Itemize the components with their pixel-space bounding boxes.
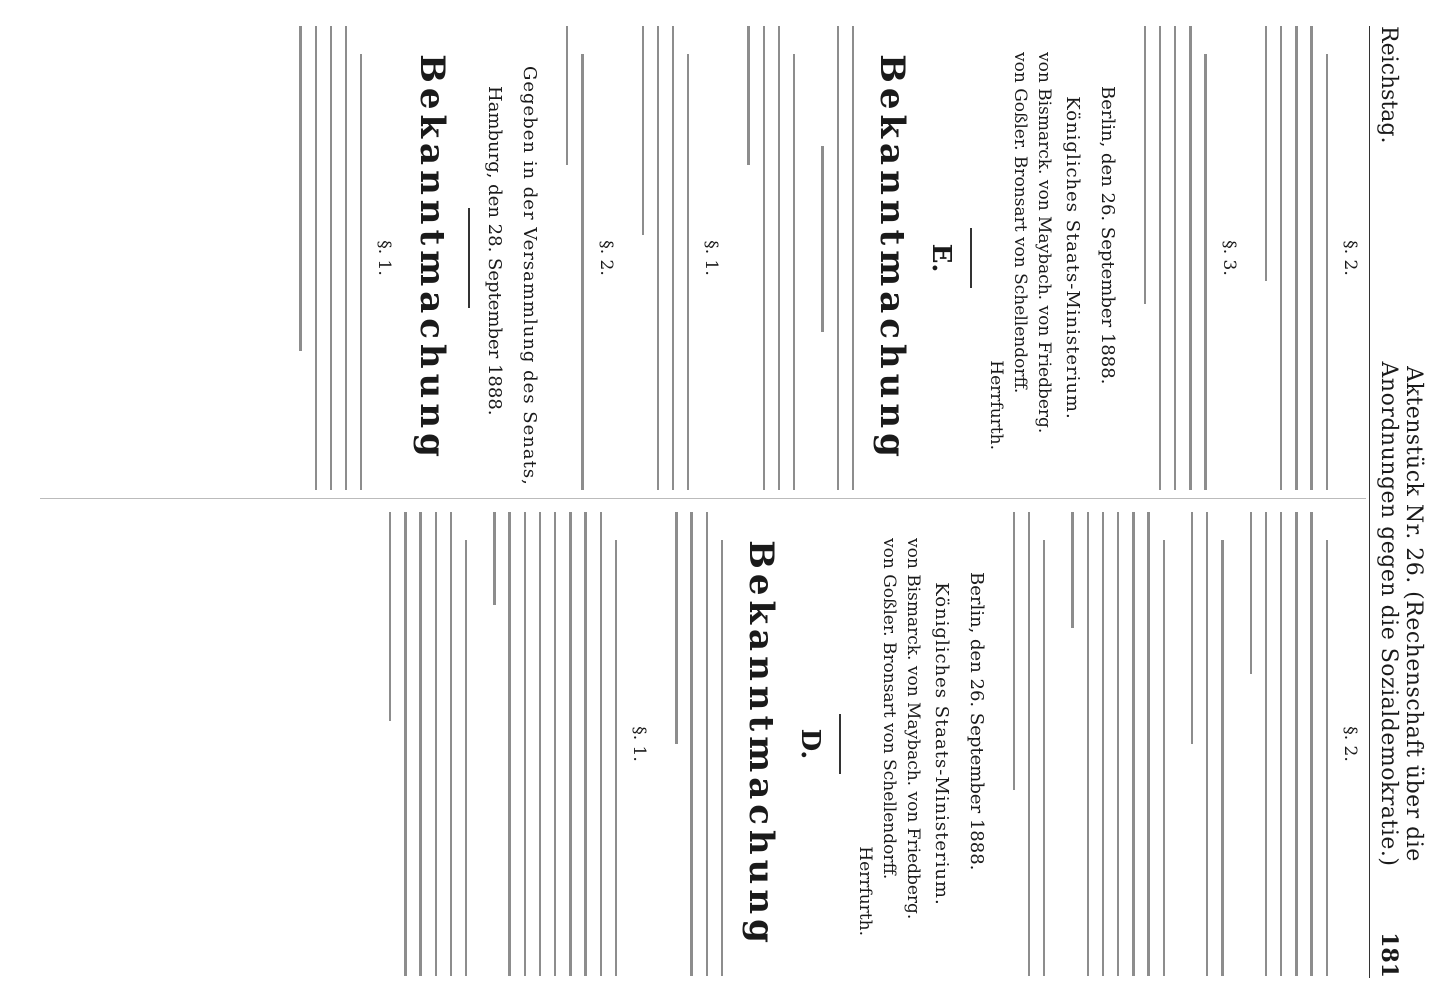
- signatories: von Bismarck. von Maybach. von Friedberg.: [902, 538, 923, 920]
- section-heading: §. 1.: [701, 240, 722, 276]
- section-heading: §. 1.: [374, 240, 395, 276]
- signatories: von Bismarck. von Maybach. von Friedberg.: [1033, 52, 1054, 434]
- separator-rule: [970, 228, 972, 288]
- body-text-block: [675, 512, 723, 976]
- signatories: von Goßler. Bronsart von Schellendorff.: [1009, 52, 1030, 394]
- running-header: [1369, 26, 1424, 978]
- section-letter: D.: [795, 728, 826, 760]
- header-title: Aktenstück Nr. 26. (Rechenschaft über die Anordnungen gegen die Sozialdemokratie.): [1376, 361, 1426, 867]
- body-text-block: [1265, 26, 1328, 490]
- body-text-block: [389, 512, 617, 976]
- section-heading: §. 2.: [1340, 240, 1360, 276]
- notice-heading: Bekanntmachung: [872, 54, 913, 462]
- ministry-line: Königliches Staats-Ministerium.: [930, 582, 952, 906]
- date-line: Berlin, den 26. September 1888.: [965, 572, 987, 871]
- signatories: Herrfurth.: [985, 360, 1006, 450]
- left-column: [273, 26, 1366, 490]
- section-letter: E.: [926, 243, 957, 273]
- separator-rule: [839, 714, 841, 774]
- section-heading: §. 2.: [1340, 726, 1360, 762]
- date-line: Berlin, den 26. September 1888.: [1096, 86, 1118, 385]
- body-text-block: [642, 26, 690, 490]
- section-heading: §. 2.: [595, 240, 616, 276]
- column-divider: [40, 498, 1366, 499]
- ministry-line: Königliches Staats-Ministerium.: [1061, 96, 1083, 420]
- body-text-block: [1144, 26, 1207, 490]
- signatories: Herrfurth.: [854, 846, 875, 936]
- body-text-block: [1013, 512, 1328, 976]
- section-heading: §. 3.: [1218, 240, 1239, 276]
- page-number: 181: [1376, 932, 1402, 978]
- senate-line: Gegeben in der Versammlung des Senats,: [518, 66, 540, 486]
- signatories: von Goßler. Bronsart von Schellendorff.: [878, 538, 899, 880]
- notice-heading: Bekanntmachung: [741, 540, 782, 948]
- header-left: Reichstag.: [1376, 26, 1401, 144]
- separator-rule: [468, 208, 470, 308]
- body-text-block: [299, 26, 362, 490]
- right-column: [363, 512, 1366, 976]
- date-line: Hamburg, den 28. September 1888.: [483, 86, 505, 416]
- body-text-block: [748, 26, 855, 490]
- notice-heading: Bekanntmachung: [412, 54, 453, 462]
- section-heading: §. 1.: [629, 726, 650, 762]
- body-text-block: [566, 26, 584, 490]
